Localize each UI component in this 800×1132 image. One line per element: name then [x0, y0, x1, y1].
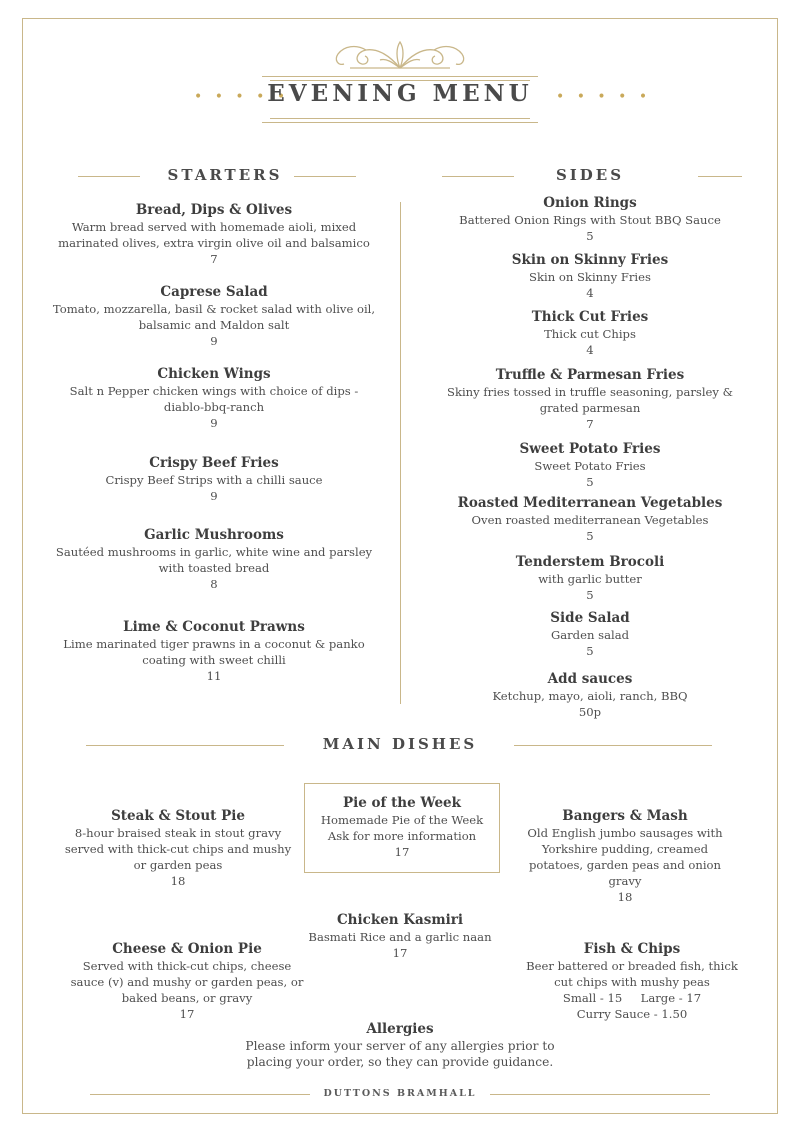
header-line-top	[262, 76, 538, 77]
item-desc: Basmati Rice and a garlic naan	[308, 930, 492, 944]
item-price: 7	[586, 417, 594, 431]
starter-item	[52, 201, 376, 267]
item-price: 17	[394, 845, 410, 859]
item-name: Truffle & Parmesan Fries	[495, 367, 685, 383]
main-item	[68, 940, 306, 1022]
starter-item	[60, 618, 368, 684]
item-price: 5	[586, 588, 594, 602]
side-item	[440, 494, 740, 544]
item-desc: Skiny fries tossed in truffle seasoning, parsley & grated parmesan	[447, 385, 733, 415]
item-name: Chicken Kasmiri	[336, 912, 464, 928]
starters-line-left	[78, 176, 140, 177]
item-desc: Oven roasted mediterranean Vegetables	[471, 513, 709, 527]
item-price: 18	[617, 890, 633, 904]
side-item	[440, 440, 740, 490]
item-name: Fish & Chips	[583, 941, 681, 957]
footer-line-right	[490, 1094, 710, 1095]
item-desc: Sautéed mushrooms in garlic, white wine and parsley with toasted bread	[55, 545, 373, 575]
item-price: 17	[392, 946, 408, 960]
item-name: Steak & Stout Pie	[111, 808, 245, 824]
item-price: 5	[586, 229, 594, 243]
item-price: 9	[210, 334, 218, 348]
main-item	[526, 940, 738, 1022]
mains-line-right	[514, 745, 712, 746]
main-item	[60, 807, 296, 889]
item-name: Tenderstem Brocoli	[515, 554, 665, 570]
item-name: Roasted Mediterranean Vegetables	[457, 495, 723, 511]
item-name: Sweet Potato Fries	[519, 441, 661, 457]
item-name: Bangers & Mash	[562, 808, 688, 824]
item-desc: 8-hour braised steak in stout gravy served with thick-cut chips and mushy or garden peas	[64, 826, 292, 872]
item-price: 5	[586, 475, 594, 489]
item-price: 5	[586, 529, 594, 543]
item-desc: Garden salad	[550, 628, 630, 642]
item-desc: with garlic butter	[538, 572, 642, 586]
sides-line-right	[698, 176, 742, 177]
item-name: Crispy Beef Fries	[149, 455, 279, 471]
header-dots-right: • • • • •	[556, 89, 652, 105]
item-desc: Battered Onion Rings with Stout BBQ Sauce	[459, 213, 721, 227]
item-name: Onion Rings	[543, 195, 637, 211]
side-item	[440, 251, 740, 301]
side-item	[440, 308, 740, 358]
sides-line-left	[442, 176, 514, 177]
item-desc: Old English jumbo sausages with Yorkshire pudding, creamed potatoes, garden peas and onion gravy	[527, 826, 723, 888]
item-name: Skin on Skinny Fries	[511, 252, 669, 268]
item-price: 11	[206, 669, 222, 683]
item-price: 18	[170, 874, 186, 888]
allergies-text: Please inform your server of any allergies prior to placing your order, so they can provide guidance.	[245, 1039, 555, 1069]
item-price: Small - 15 Large - 17	[562, 991, 702, 1005]
item-extra: Curry Sauce - 1.50	[576, 1007, 688, 1021]
starters-line-right	[294, 176, 356, 177]
item-desc: Ketchup, mayo, aioli, ranch, BBQ	[492, 689, 688, 703]
item-desc: Tomato, mozzarella, basil & rocket salad with olive oil, balsamic and Maldon salt	[52, 302, 376, 332]
item-desc: Homemade Pie of the Week	[320, 813, 484, 827]
main-item	[516, 807, 734, 905]
starter-item	[52, 283, 376, 349]
item-desc: Sweet Potato Fries	[534, 459, 646, 473]
side-item	[440, 609, 740, 659]
item-desc: Beer battered or breaded fish, thick cut chips with mushy peas	[526, 959, 738, 989]
item-desc: Crispy Beef Strips with a chilli sauce	[105, 473, 323, 487]
item-name: Cheese & Onion Pie	[112, 941, 262, 957]
column-divider	[400, 202, 401, 704]
side-item	[446, 366, 734, 432]
side-item	[440, 553, 740, 603]
item-desc: Lime marinated tiger prawns in a coconut & panko coating with sweet chilli	[63, 637, 365, 667]
sides-heading: SIDES	[555, 166, 625, 184]
item-desc: Served with thick-cut chips, cheese sauce (v) and mushy or garden peas, or baked beans, or gravy	[70, 959, 304, 1005]
starters-heading: STARTERS	[167, 166, 283, 184]
item-desc: Ask for more information	[327, 829, 477, 843]
menu-title: EVENING MENU	[267, 80, 533, 107]
item-name: Lime & Coconut Prawns	[123, 619, 305, 635]
item-desc: Warm bread served with homemade aioli, mixed marinated olives, extra virgin olive oil and balsamico	[58, 220, 370, 250]
item-name: Caprese Salad	[160, 284, 268, 300]
side-item	[440, 670, 740, 720]
footer-brand: DUTTONS BRAMHALL	[323, 1088, 477, 1099]
main-item	[304, 794, 500, 860]
item-desc: Thick cut Chips	[544, 327, 636, 341]
starter-item	[68, 365, 360, 431]
item-price: 17	[179, 1007, 195, 1021]
item-name: Add sauces	[547, 671, 633, 687]
item-name: Side Salad	[550, 610, 630, 626]
side-item	[440, 194, 740, 244]
item-name: Pie of the Week	[342, 795, 461, 811]
header-line-bottom-inner	[270, 118, 530, 119]
main-item	[300, 911, 500, 961]
item-desc: Salt n Pepper chicken wings with choice of dips - diablo-bbq-ranch	[69, 384, 359, 414]
item-price: 4	[586, 286, 594, 300]
flourish-ornament-icon	[330, 38, 470, 74]
header-dots-left: • • • • •	[194, 89, 290, 105]
item-price: 9	[210, 489, 218, 503]
starter-item	[52, 454, 376, 504]
item-price: 8	[210, 577, 218, 591]
starter-item	[52, 526, 376, 592]
item-price: 4	[586, 343, 594, 357]
allergies-notice	[222, 1020, 578, 1070]
header-line-bottom	[262, 122, 538, 123]
item-price: 7	[210, 252, 218, 266]
mains-heading: MAIN DISHES	[322, 735, 478, 753]
item-name: Chicken Wings	[157, 366, 271, 382]
item-name: Garlic Mushrooms	[144, 527, 284, 543]
item-price: 50p	[578, 705, 602, 719]
item-price: 9	[210, 416, 218, 430]
item-name: Thick Cut Fries	[531, 309, 649, 325]
item-desc: Skin on Skinny Fries	[529, 270, 651, 284]
mains-line-left	[86, 745, 284, 746]
allergies-heading: Allergies	[366, 1021, 434, 1037]
item-price: 5	[586, 644, 594, 658]
item-name: Bread, Dips & Olives	[135, 202, 293, 218]
